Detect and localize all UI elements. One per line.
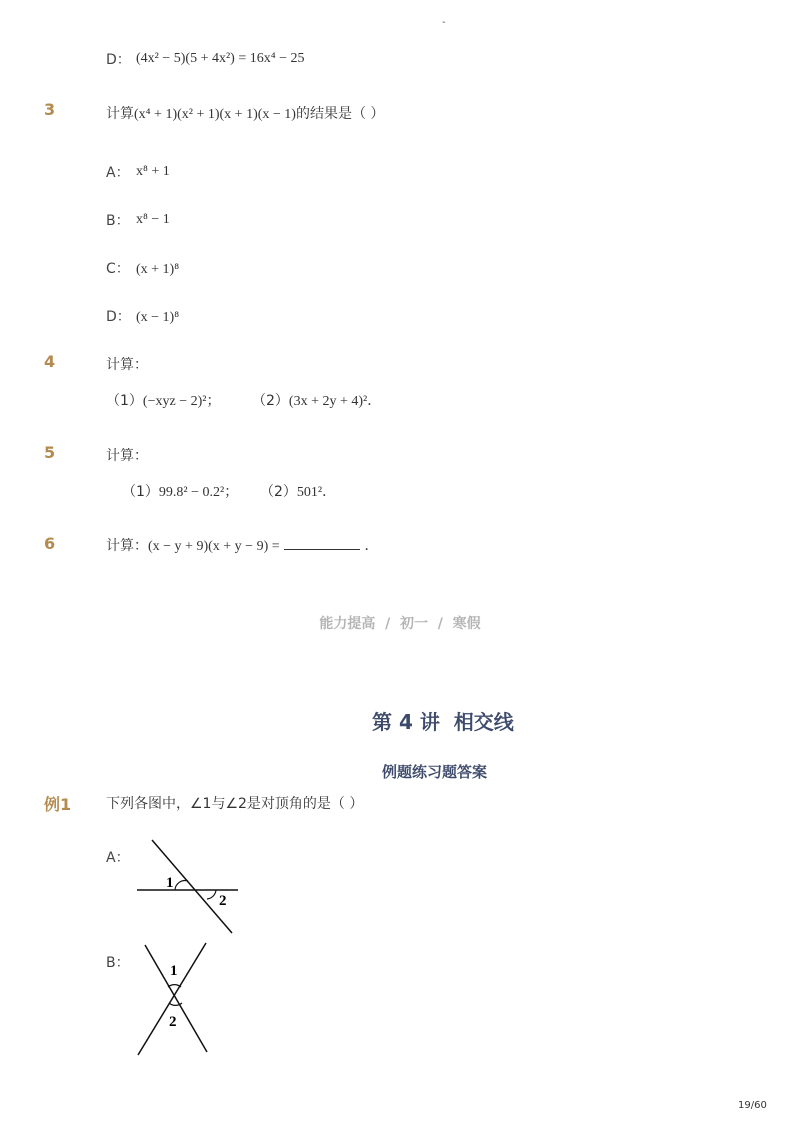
question-4-part-2 bbox=[252, 390, 381, 410]
question-3-stem-prefix: 计算 bbox=[106, 106, 134, 122]
question-4-part-1-expr: (−xyz − 2)²； bbox=[142, 394, 221, 409]
option-a-expr: x⁸ + 1 bbox=[136, 164, 170, 179]
example-option-a-label: A： bbox=[106, 850, 130, 866]
figure-b-vertical-angles bbox=[130, 940, 220, 1060]
question-3-stem-suffix: 的结果是（ ） bbox=[295, 106, 385, 122]
question-4-part-2-label: （2） bbox=[252, 393, 289, 409]
question-5-part-1 bbox=[122, 481, 238, 501]
question-number-3: 3 bbox=[44, 100, 56, 119]
question-5-part-1-label: （1） bbox=[122, 484, 159, 500]
question-4-part-1 bbox=[106, 390, 220, 410]
question-5-stem: 计算： bbox=[106, 448, 148, 464]
question-6-stem-prefix: 计算： bbox=[106, 538, 148, 554]
option-d-expr: (x − 1)⁸ bbox=[136, 310, 180, 325]
option-c-label: C： bbox=[106, 261, 130, 277]
top-dash: - bbox=[442, 17, 446, 28]
question-6-stem bbox=[106, 535, 379, 555]
question-6-stem-suffix: ． bbox=[364, 538, 379, 554]
page-number: 19/60 bbox=[738, 1100, 767, 1111]
example-number: 例1 bbox=[44, 795, 72, 814]
question-number-4: 4 bbox=[44, 352, 56, 371]
question-5-part-2-label: （2） bbox=[260, 484, 297, 500]
prev-option-label: D： bbox=[106, 52, 131, 68]
option-d-label: D： bbox=[106, 309, 131, 325]
question-number-5: 5 bbox=[44, 443, 56, 462]
question-number-6: 6 bbox=[44, 534, 56, 553]
question-6-stem-expr: (x − y + 9)(x + y − 9) = bbox=[148, 539, 280, 554]
option-b-expr: x⁸ − 1 bbox=[136, 212, 170, 227]
answers-subtitle: 例题练习题答案 bbox=[382, 763, 488, 781]
example-1-stem: 下列各图中，∠1与∠2是对顶角的是（ ） bbox=[106, 796, 364, 812]
option-b-label: B： bbox=[106, 213, 130, 229]
prev-option-expr: (4x² − 5)(5 + 4x²) = 16x⁴ − 25 bbox=[136, 51, 305, 66]
section-header: 能力提高 / 初一 / 寒假 bbox=[319, 616, 481, 632]
figure-a-angle-1: 1 bbox=[166, 875, 174, 891]
question-5-part-2-expr: 501²． bbox=[296, 485, 337, 500]
question-5-part-2 bbox=[260, 481, 336, 501]
example-option-b-label: B： bbox=[106, 955, 130, 971]
figure-b-angle-2: 2 bbox=[169, 1014, 177, 1030]
question-4-stem: 计算： bbox=[106, 357, 148, 373]
figure-a-angle-2: 2 bbox=[219, 893, 227, 909]
figure-a-intersecting-lines bbox=[130, 835, 245, 940]
question-4-part-2-expr: (3x + 2y + 4)²． bbox=[288, 394, 382, 409]
option-a-label: A： bbox=[106, 165, 130, 181]
chapter-title: 第 4 讲 相交线 bbox=[372, 710, 514, 734]
figure-b-angle-1: 1 bbox=[170, 963, 178, 979]
question-4-part-1-label: （1） bbox=[106, 393, 143, 409]
option-c-expr: (x + 1)⁸ bbox=[136, 262, 180, 277]
question-3-stem bbox=[106, 103, 384, 123]
answer-blank bbox=[284, 537, 360, 550]
question-5-part-1-expr: 99.8² − 0.2²； bbox=[158, 485, 239, 500]
question-3-stem-expr: (x⁴ + 1)(x² + 1)(x + 1)(x − 1) bbox=[134, 107, 296, 122]
